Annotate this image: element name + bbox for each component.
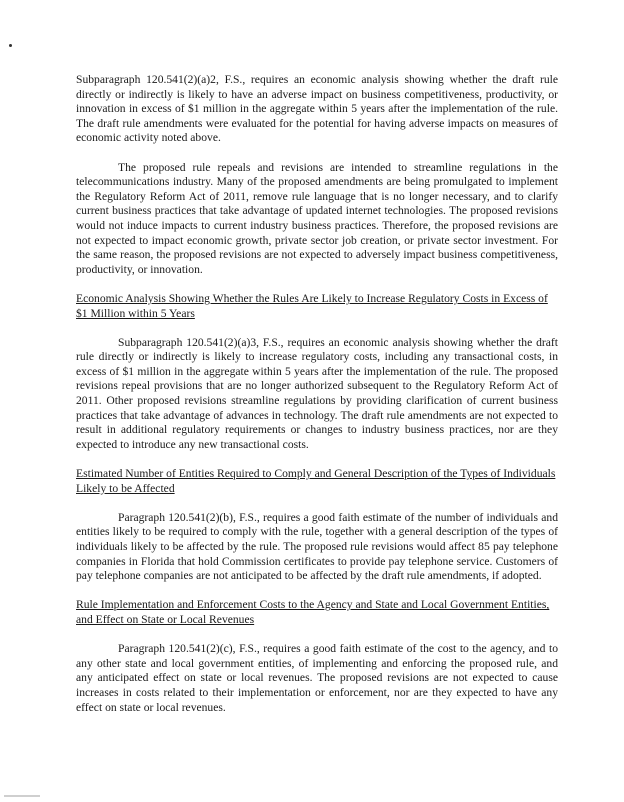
paragraph-entities-affected: Paragraph 120.541(2)(b), F.S., requires a good faith estimate of the number of individuals and entities likely to be required to comply with the rule, together with a general description of the types of individuals likely to be affected by the rule. The proposed rule revisions would affect 85 pay telephone companies in Florida that hold Commission certificates to provide pay telephone service. Customers of pay telephone companies are not anticipated to be affected by the draft rule amendments, if adopted. xyxy=(76,510,558,583)
paragraph-adverse-impact: Subparagraph 120.541(2)(a)2, F.S., requires an economic analysis showing whether the draft rule directly or indirectly is likely to have an adverse impact on business competitiveness, productivity, or innovation in excess of $1 million in the aggregate within 5 years after the implementation of the rule. The draft rule amendments were evaluated for the potential for having adverse impacts on measures of economic activity noted above. xyxy=(76,73,558,145)
paragraph-regulatory-costs: Subparagraph 120.541(2)(a)3, F.S., requires an economic analysis showing whether the draft rule directly or indirectly is likely to increase regulatory costs, including any transactional costs, in excess of $1 million in the aggregate within 5 years after the implementation of the rule. The proposed revisions repeal provisions that are no longer authorized subsequent to the Regulatory Reform Act of 2011. Other proposed revisions streamline regulations by providing clarification of current business practices that take advantage of advances in technology. The draft rule amendments are not expected to result in additional regulatory requirements or changes to industry business practices, nor are they expected to introduce any new transactional costs. xyxy=(76,335,558,451)
paragraph-implementation-costs: Paragraph 120.541(2)(c), F.S., requires a good faith estimate of the cost to the agency, and to any other state and local government entities, of implementing and enforcing the proposed rule, and any anticipated effect on state or local revenues. The proposed revisions are not expected to cause increases in costs related to their implementation or enforcement, nor are they expected to have any effect on state or local revenues. xyxy=(76,642,558,714)
heading-entities-affected: Estimated Number of Entities Required to Comply and General Description of the Types of Individuals Likely to be Affected xyxy=(76,467,556,495)
scan-footer-mark xyxy=(4,795,40,797)
margin-dot xyxy=(9,44,12,47)
paragraph-streamline: The proposed rule repeals and revisions are intended to streamline regulations in the telecommunications industry. Many of the proposed amendments are being promulgated to implement the Regulatory Reform Act of 2011, remove rule language that is no longer necessary, and to clarify current business practices that take advantage of updated internet technologies. The proposed revisions would not induce impacts to current industry business practices. Therefore, the proposed revisions are not expected to impact economic growth, private sector job creation, or private sector investment. For the same reason, the proposed revisions are not expected to adversely impact business competitiveness, productivity, or innovation. xyxy=(76,160,558,276)
heading-implementation-costs: Rule Implementation and Enforcement Costs to the Agency and State and Local Government Entities, and Effect on State or Local Revenues xyxy=(76,598,550,626)
document-page xyxy=(76,73,558,730)
heading-regulatory-costs: Economic Analysis Showing Whether the Rules Are Likely to Increase Regulatory Costs in Excess of $1 Million within 5 Years xyxy=(76,291,548,320)
